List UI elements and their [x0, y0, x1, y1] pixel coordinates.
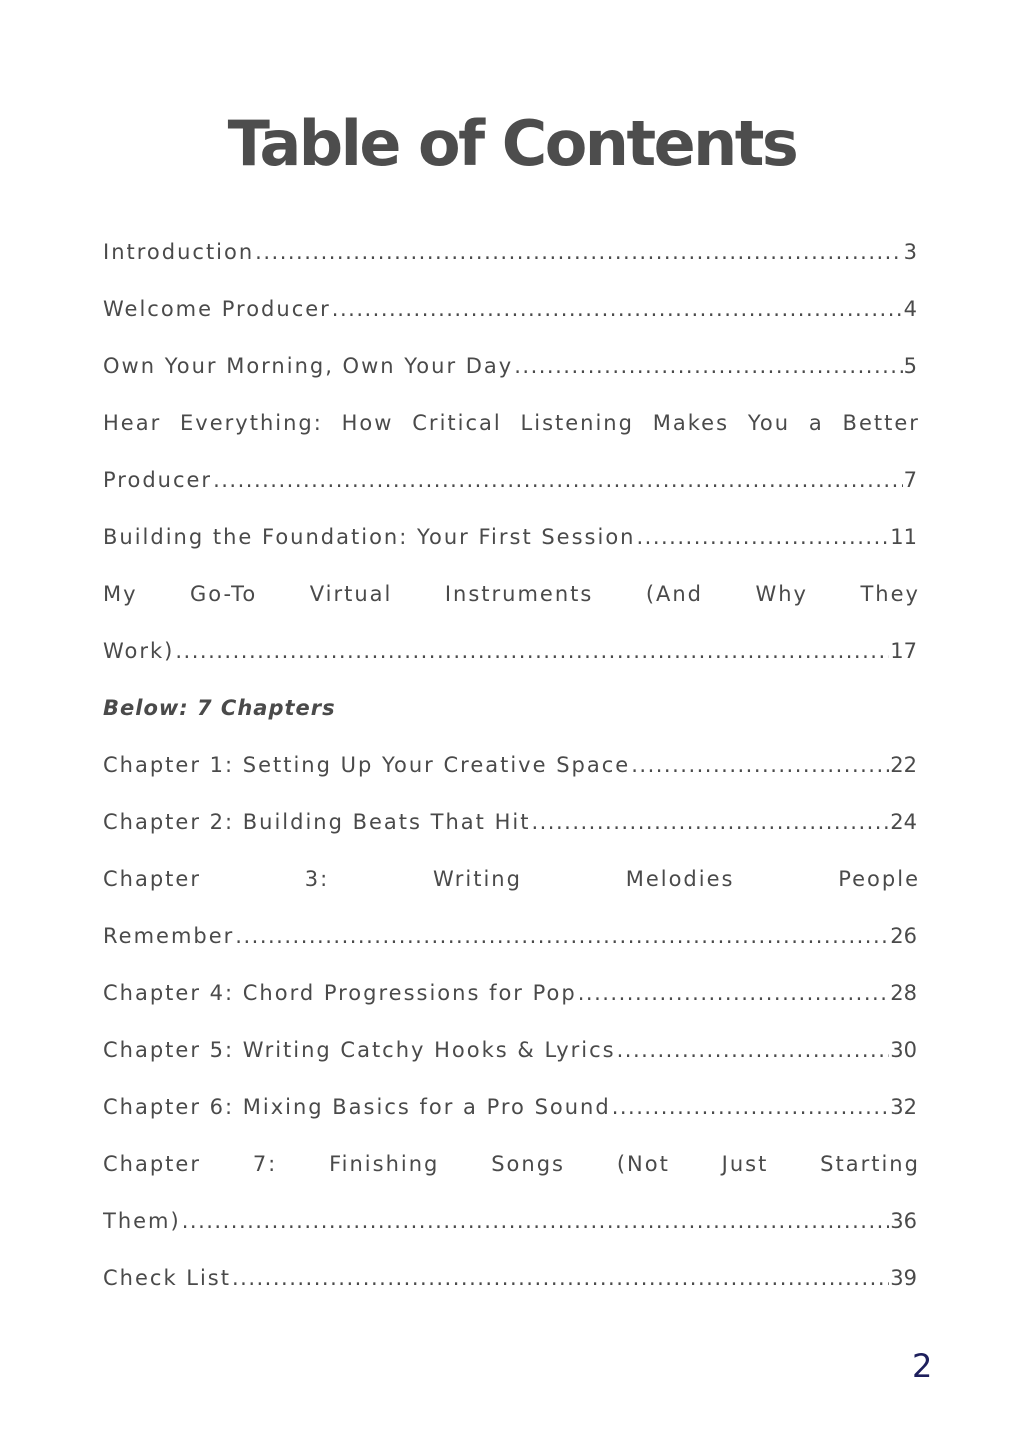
- toc-entry-label: Producer: [103, 468, 213, 492]
- toc-word: They: [860, 582, 920, 606]
- toc-entry: [103, 794, 920, 851]
- dot-leader: [612, 1079, 890, 1136]
- toc-word: Chapter: [103, 1152, 201, 1176]
- toc-entry-label: Chapter 6: Mixing Basics for a Pro Sound: [103, 1095, 611, 1119]
- toc-entry: [103, 509, 920, 566]
- dot-leader: [232, 1250, 889, 1307]
- toc-word: a: [808, 411, 824, 435]
- toc-word: (Not: [616, 1152, 670, 1176]
- toc-word: My: [103, 582, 138, 606]
- toc-word: Everything:: [180, 411, 323, 435]
- toc-word: Writing: [432, 867, 522, 891]
- toc-entry-page: 32: [890, 1095, 917, 1119]
- toc-entry-label: Chapter 2: Building Beats That Hit: [103, 810, 531, 834]
- toc-word: Why: [755, 582, 808, 606]
- toc-word: Virtual: [309, 582, 393, 606]
- toc-entry: [103, 1250, 920, 1307]
- toc-word: You: [747, 411, 791, 435]
- dot-leader: [182, 1193, 890, 1250]
- toc-entry-label: Chapter 4: Chord Progressions for Pop: [103, 981, 577, 1005]
- section-heading: Below: 7 Chapters: [103, 696, 336, 720]
- toc-entry: [103, 452, 920, 509]
- toc-entry-wrapped-line: [103, 851, 920, 908]
- dot-leader: [332, 281, 903, 338]
- toc-entry-label: Them): [103, 1209, 181, 1233]
- dot-leader: [235, 908, 889, 965]
- toc-word: Songs: [491, 1152, 565, 1176]
- dot-leader: [578, 965, 890, 1022]
- toc-word: Critical: [412, 411, 502, 435]
- toc-entry-label: Check List: [103, 1266, 231, 1290]
- toc-entry-wrapped-line: [103, 1136, 920, 1193]
- toc-entry: [103, 1079, 920, 1136]
- toc-entry-page: 17: [890, 639, 917, 663]
- toc-entry: [103, 281, 920, 338]
- toc-entry: [103, 338, 920, 395]
- toc-entry-page: 5: [903, 354, 917, 378]
- toc-entry-page: 11: [890, 525, 917, 549]
- toc-entry: [103, 908, 920, 965]
- dot-leader: [531, 794, 889, 851]
- toc-entry-wrapped-line: [103, 395, 920, 452]
- dot-leader: [514, 338, 902, 395]
- toc-word: Hear: [103, 411, 162, 435]
- toc-entry: [103, 1193, 920, 1250]
- dot-leader: [255, 224, 902, 281]
- toc-word: Just: [721, 1152, 769, 1176]
- toc-entry-page: 36: [890, 1209, 917, 1233]
- toc-entry-page: 24: [890, 810, 917, 834]
- toc-word: 7:: [252, 1152, 278, 1176]
- dot-leader: [617, 1022, 890, 1079]
- toc-word: Chapter: [103, 867, 201, 891]
- toc-word: 3:: [304, 867, 330, 891]
- dot-leader: [636, 509, 889, 566]
- toc-entry: [103, 623, 920, 680]
- toc-entry-page: 4: [903, 297, 917, 321]
- toc-word: Go-To: [190, 582, 258, 606]
- toc-entry-label: Introduction: [103, 240, 255, 264]
- toc-entry-label: Remember: [103, 924, 235, 948]
- toc-word: Better: [842, 411, 920, 435]
- dot-leader: [631, 737, 889, 794]
- toc-entry-page: 26: [890, 924, 917, 948]
- toc-entry-page: 7: [903, 468, 917, 492]
- toc-entry-page: 22: [890, 753, 917, 777]
- table-of-contents: [103, 224, 920, 1307]
- toc-entry-page: 3: [903, 240, 917, 264]
- dot-leader: [175, 623, 889, 680]
- toc-word: Finishing: [329, 1152, 440, 1176]
- toc-entry-page: 39: [890, 1266, 917, 1290]
- toc-entry-wrapped-line: [103, 566, 920, 623]
- toc-word: Melodies: [625, 867, 735, 891]
- page-title: Table of Contents: [227, 107, 797, 180]
- toc-word: Starting: [820, 1152, 920, 1176]
- toc-word: Makes: [652, 411, 730, 435]
- toc-entry-page: 28: [890, 981, 917, 1005]
- toc-word: (And: [645, 582, 704, 606]
- toc-entry: [103, 737, 920, 794]
- toc-entry-label: Own Your Morning, Own Your Day: [103, 354, 514, 378]
- dot-leader: [213, 452, 903, 509]
- toc-entry-label: Chapter 5: Writing Catchy Hooks & Lyrics: [103, 1038, 616, 1062]
- toc-entry: [103, 224, 920, 281]
- toc-entry: [103, 965, 920, 1022]
- toc-entry-page: 30: [890, 1038, 917, 1062]
- toc-entry-label: Chapter 1: Setting Up Your Creative Space: [103, 753, 631, 777]
- page-number: 2: [912, 1347, 933, 1385]
- toc-word: Listening: [520, 411, 634, 435]
- toc-word: People: [838, 867, 920, 891]
- toc-entry: [103, 1022, 920, 1079]
- toc-word: How: [341, 411, 394, 435]
- toc-entry-label: Welcome Producer: [103, 297, 331, 321]
- toc-entry-label: Building the Foundation: Your First Session: [103, 525, 636, 549]
- toc-entry-label: Work): [103, 639, 175, 663]
- toc-word: Instruments: [444, 582, 594, 606]
